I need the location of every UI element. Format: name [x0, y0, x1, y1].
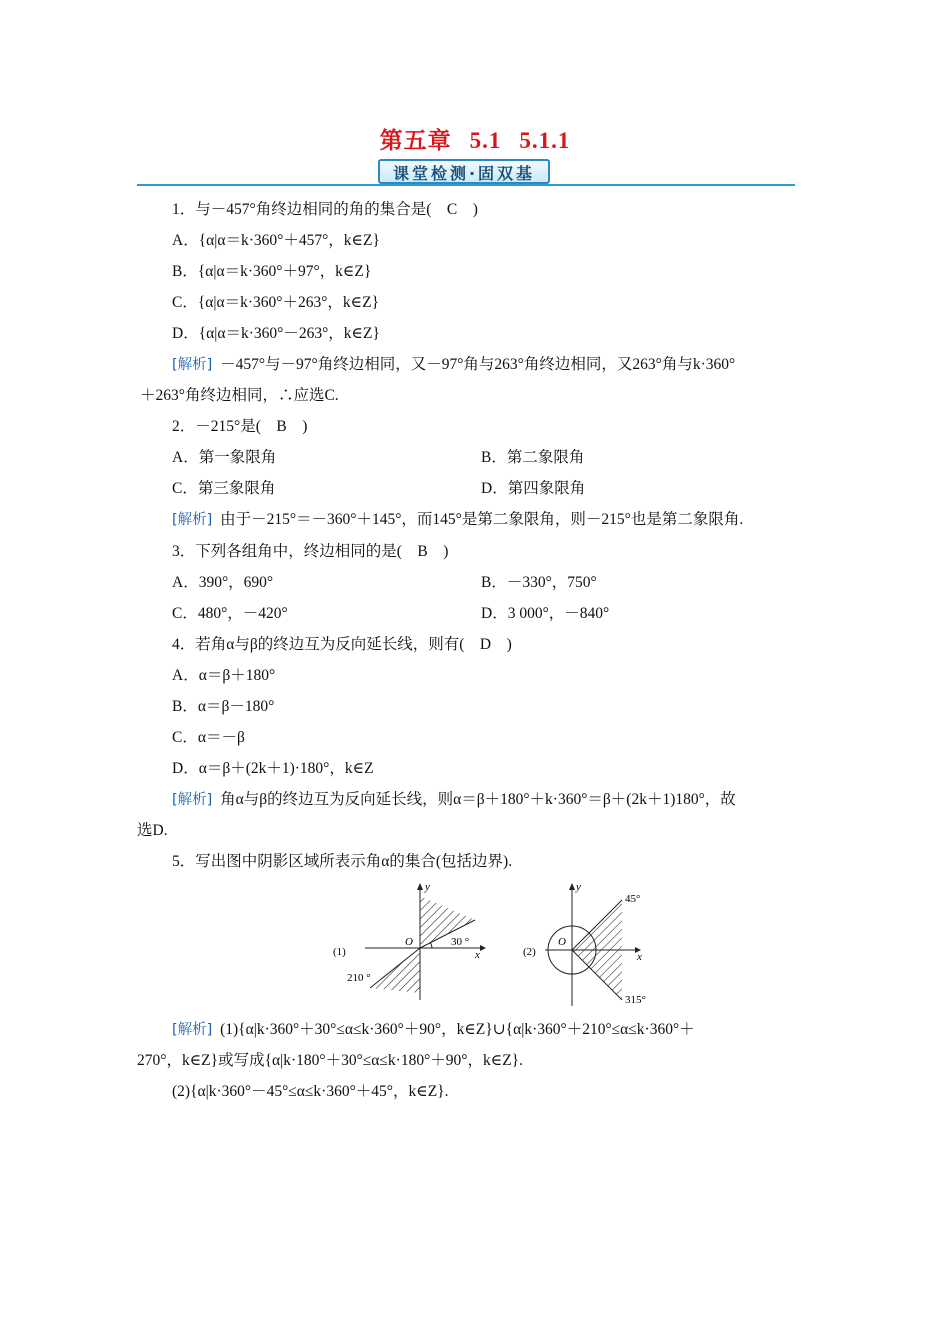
q2-explanation: [172, 510, 743, 530]
chapter-title: [0, 122, 950, 155]
q1-option-a: A．{α|α＝k·360°＋457°，k∈Z}: [172, 232, 380, 249]
q2-option-c: C．第三象限角: [172, 480, 276, 497]
origin-label: O: [405, 936, 413, 948]
q1-explanation-text-1: －457°与－97°角终边相同，又－97°角与263°角终边相同，又263°角与k·360°: [220, 356, 736, 373]
q5-answer-text-1: (1){α|k·360°＋30°≤α≤k·360°＋90°，k∈Z}∪{α|k·360°＋210°≤α≤k·360°＋: [220, 1021, 695, 1038]
x-axis-label: x: [637, 951, 642, 963]
x-axis-label: x: [475, 949, 480, 961]
q5-figure: [325, 878, 665, 1008]
q4-stem: 4．若角α与β的终边互为反向延长线，则有( D ): [172, 636, 512, 653]
figure-2: [523, 881, 646, 1006]
q5-stem: 5．写出图中阴影区域所表示角α的集合(包括边界).: [172, 853, 513, 870]
q2-stem: 2．－215°是( B ): [172, 418, 308, 435]
origin-label: O: [558, 936, 566, 948]
section-label: 5.1: [469, 128, 502, 153]
q1-option-c: C．{α|α＝k·360°＋263°，k∈Z}: [172, 294, 380, 311]
explain-label: [解析]: [172, 512, 213, 528]
chapter-label: 第五章: [379, 128, 452, 153]
q5-answer-line-3: (2){α|k·360°－45°≤α≤k·360°＋45°，k∈Z}.: [172, 1083, 449, 1100]
y-axis-label: y: [425, 881, 430, 893]
q3-option-b: B．－330°，750°: [481, 574, 597, 591]
q1-option-d: D．{α|α＝k·360°－263°，k∈Z}: [172, 325, 380, 342]
q3-stem: 3．下列各组角中，终边相同的是( B ): [172, 543, 449, 560]
explain-label: [解析]: [172, 792, 213, 808]
q2-explanation-text: 由于－215°＝－360°＋145°，而145°是第二象限角，则－215°也是第二象限角.: [220, 511, 744, 528]
y-axis-arrow: [569, 883, 575, 890]
q1-option-b: B．{α|α＝k·360°＋97°，k∈Z}: [172, 263, 372, 280]
q5-answer-line-2: 270°，k∈Z}或写成{α|k·180°＋30°≤α≤k·180°＋90°，k∈Z}.: [137, 1052, 524, 1069]
q4-explanation-line-1: [172, 790, 736, 810]
angle-45-label: 45°: [625, 893, 641, 905]
angle-30-label: 30 °: [451, 936, 470, 948]
explain-label: [解析]: [172, 357, 213, 373]
x-axis-arrow: [480, 945, 486, 951]
q4-option-d: D．α＝β＋(2k＋1)·180°，k∈Z: [172, 760, 374, 777]
q2-option-b: B．第二象限角: [481, 449, 585, 466]
figure-2-label: (2): [523, 946, 536, 958]
q1-stem: 1．与－457°角终边相同的角的集合是( C ): [172, 201, 478, 218]
q1-explanation-line-1: [172, 355, 735, 375]
figure-1-label: (1): [333, 946, 346, 958]
y-axis-label: y: [576, 881, 581, 893]
q2-option-a: A．第一象限角: [172, 449, 277, 466]
figure-1: [333, 881, 486, 1000]
angle-arc: [430, 942, 432, 948]
q1-explanation-line-2: ＋263°角终边相同，∴应选C.: [140, 387, 339, 404]
q4-explanation-text-1: 角α与β的终边互为反向延长线，则α＝β＋180°＋k·360°＝β＋(2k＋1)180°，故: [220, 791, 736, 808]
y-axis-arrow: [417, 883, 423, 890]
section-banner: 课堂检测·固双基: [378, 159, 550, 184]
header-divider: [137, 184, 795, 186]
subsection-label: 5.1.1: [519, 128, 571, 153]
q2-option-d: D．第四象限角: [481, 480, 586, 497]
q3-option-c: C．480°，－420°: [172, 605, 288, 622]
q4-option-b: B．α＝β－180°: [172, 698, 275, 715]
shaded-region-lower: [370, 948, 420, 993]
q3-option-d: D．3 000°，－840°: [481, 605, 610, 622]
q3-option-a: A．390°，690°: [172, 574, 274, 591]
q5-answer-line-1: [172, 1020, 695, 1040]
explain-label: [解析]: [172, 1022, 213, 1038]
angle-210-label: 210 °: [347, 972, 371, 984]
q4-explanation-line-2: 选D.: [137, 822, 168, 839]
angle-315-label: 315°: [625, 994, 646, 1006]
q4-option-c: C．α＝－β: [172, 729, 245, 746]
q4-option-a: A．α＝β＋180°: [172, 667, 276, 684]
